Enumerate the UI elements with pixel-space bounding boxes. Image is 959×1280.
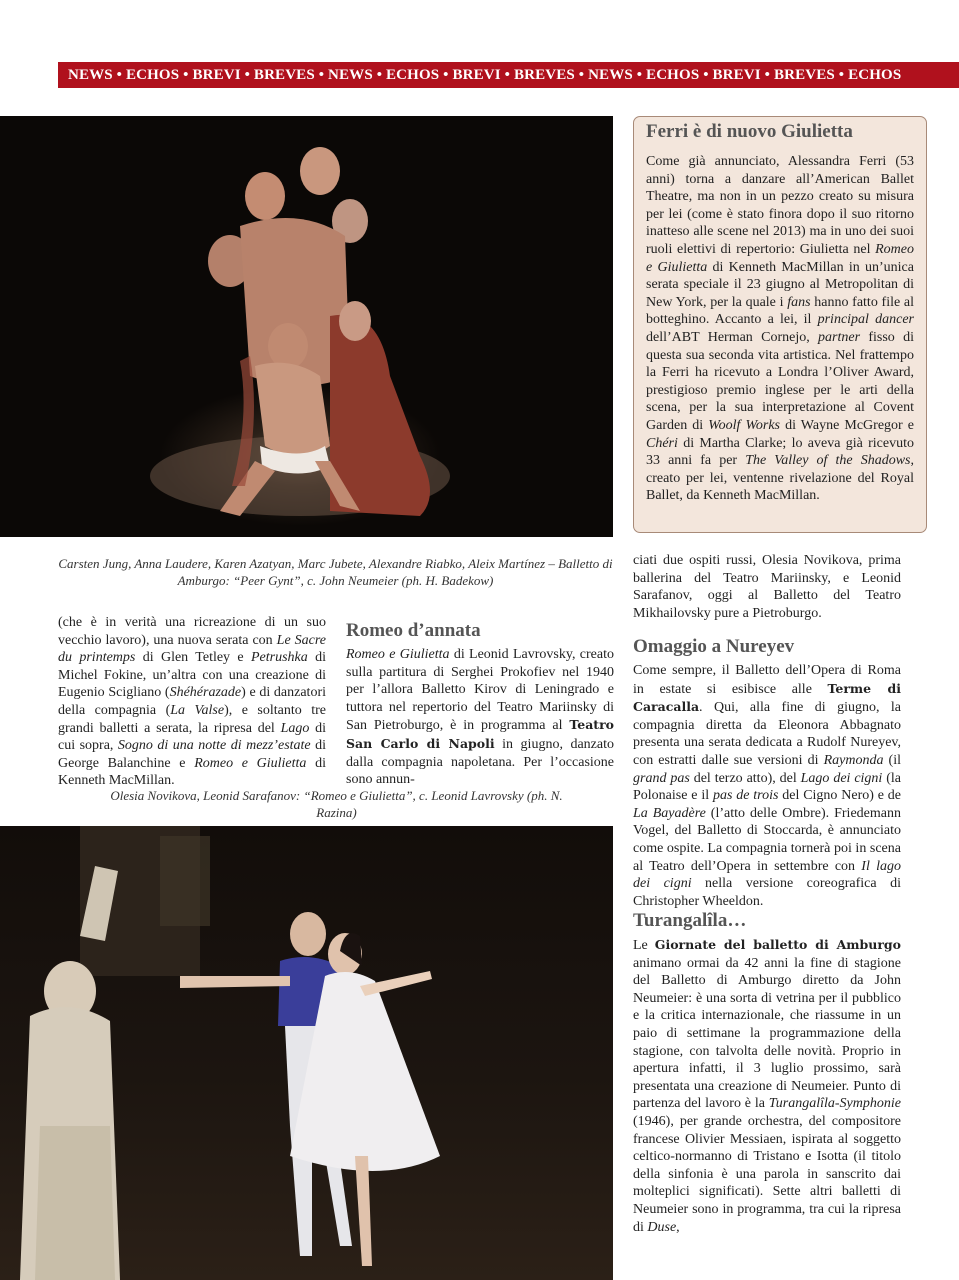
photo-caption-romeo: Olesia Novikova, Leonid Sarafanov: “Romeo e Giulietta”, c. Leonid Lavrovsky (ph. N. Razina): [110, 788, 563, 820]
romeo-continuation: ciati due ospiti russi, Olesia Novikova, prima ballerina del Teatro Mariinsky, e Leonid Sarafanov, oggi al Balletto del Teatro Mikhailovsky pure a Pietroburgo.: [633, 553, 901, 621]
romeo-body: Romeo e Giulietta di Leonid Lavrovsky, creato sulla partitura di Serghei Prokofiev nel 1940 per l’allora Balletto Kirov di Leningrado e tuttora nel repertorio del Teatro Mariinsky di San Pietroburgo, è in programma al Teatro San Carlo di Napoli in giugno, danzato dalla compagnia napoletana. Per l’occasione sono annun-: [346, 647, 614, 788]
turangalila-article: [633, 910, 901, 1236]
romeo-giulietta-photo: [0, 826, 613, 1280]
hamburg-continuation-text: (che è in verità una ricreazione di un suo vecchio lavoro), una nuova serata con Le Sacre du printemps di Glen Tetley e Petrushka di Michel Fokine, un’altra con una creazione di Eugenio Scigliano (Shéhérazade) e di danzatori della compagnia (La Valse), e soltanto tre grandi balletti a serata, la ripresa del Lago di cui sopra, Sogno di una notte di mezz’estate di George Balanchine e Romeo e Giulietta di Kenneth MacMillan.: [58, 615, 327, 789]
nureyev-article: [633, 636, 901, 910]
nureyev-body: Come sempre, il Balletto dell’Opera di Roma in estate si esibisce alle Terme di Caracalla. Qui, alla fine di giugno, la compagnia diretta da Eleonora Abbagnato presenta una serata dedicata a Rudolf Nureyev, con estratti dalle sue versioni di Raymonda (il grand pas del terzo atto), del Lago dei cigni (la Polonaise e il pas de trois del Cigno Nero) e de La Bayadère (l’atto delle Ombre). Friedemann Vogel, del Balletto di Stoccarda, è annunciato come ospite. La compagnia tornerà poi in scena al Teatro dell’Opera in settembre con Il lago dei cigni nella versione coreografica di Christopher Wheeldon.: [633, 663, 901, 909]
ferri-sidebar-box: [633, 116, 927, 533]
ferri-body: Come già annunciato, Alessandra Ferri (53 anni) torna a danzare all’American Ballet Theatre, ma non in un pezzo creato su misura per lei (come è stato finora dopo il suo ritorno inatteso alle scene nel 2013) ma in uno dei suoi ruoli elettivi di repertorio: Giulietta nel Romeo e Giulietta di Kenneth MacMillan in un’unica serata speciale il 23 giugno al Metropolitan di New York, per la quale i fans hanno fatto file al botteghino. Accanto a lei, il principal dancer dell’ABT Herman Cornejo, partner fisso di questa sua seconda vita artistica. Nel frattempo la Ferri ha ricevuto a Londra l’Oliver Award, prestigioso premio inglese per le arti della scena, per la sua interpretazione al Covent Garden di Woolf Works di Wayne McGregor e Chéri di Martha Clarke; lo aveva già ricevuto 33 anni fa per The Valley of the Shadows, creato per lei, ventenne rivelazione del Royal Ballet, da Kenneth MacMillan.: [646, 154, 915, 504]
turangalila-body: Le Giornate del balletto di Amburgo animano ormai da 42 anni la fine di stagione del Balletto di Amburgo diretto da John Neumeier: è una sorta di vetrina per il pubblico e la critica internazionale, che riassume in un paio di settimane la programmazione della stagione, con talvolta delle novità. Proprio in apertura infatti, il 3 luglio prossimo, sarà presentata una creazione di Neumeier. Punto di partenza del lavoro è la Turangalîla-Symphonie (1946), per grande orchestra, del compositore francese Olivier Messiaen, ispirata al soggetto celtico-normanno di Tristano e Isotta (il titolo della sinfonia è una parola in sanscrito dai molteplici significati). Sette altri balletti di Neumeier sono in programma, tra cui la ripresa di Duse,: [633, 937, 901, 1235]
news-banner: NEWS • ECHOS • BREVI • BREVES • NEWS • ECHOS • BREVI • BREVES • NEWS • ECHOS • BREVI • BREVES • ECHOS: [58, 62, 959, 88]
romeo-stage-illustration: [0, 826, 613, 1280]
dancers-group-illustration: [0, 116, 613, 537]
ferri-title: Ferri è di nuovo Giulietta: [646, 121, 853, 142]
romeo-title: Romeo d’annata: [346, 620, 481, 641]
photo-caption-peer-gynt: Carsten Jung, Anna Laudere, Karen Azatyan, Marc Jubete, Alexandre Riabko, Aleix Martínez – Balletto di Amburgo: “Peer Gynt”, c. John Neumeier (ph. H. Badekow): [58, 556, 613, 588]
nureyev-title: Omaggio a Nureyev: [633, 636, 795, 657]
romeo-article: [346, 620, 614, 789]
peer-gynt-photo: [0, 116, 613, 537]
turangalila-title: Turangalîla…: [633, 910, 747, 931]
